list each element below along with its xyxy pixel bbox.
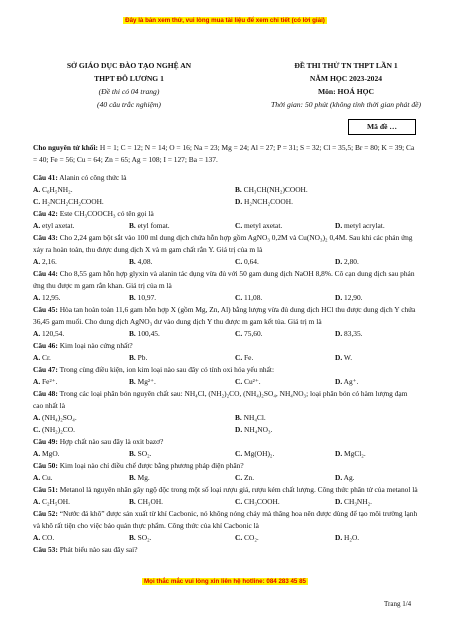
option-text: H₂NCH₂CH₂COOH. — [42, 197, 104, 206]
answer-option — [335, 496, 372, 508]
option-text: Cu. — [42, 473, 53, 482]
option-text: MgCl₂. — [344, 449, 366, 458]
option-letter: D. — [335, 473, 343, 482]
answer-option — [235, 412, 266, 424]
option-letter: D. — [335, 449, 343, 458]
option-letter: D. — [335, 353, 343, 362]
question — [33, 460, 418, 472]
answer-option — [33, 352, 51, 364]
option-text: CH₃COOH. — [244, 497, 280, 506]
option-text: W. — [343, 353, 353, 362]
contact-banner — [0, 578, 450, 585]
answer-options — [33, 184, 418, 196]
option-text: (NH₂)₂CO. — [42, 425, 75, 434]
answer-option — [33, 376, 57, 388]
answer-options — [33, 412, 418, 424]
option-letter: C. — [235, 257, 243, 266]
answer-option — [33, 184, 73, 196]
answer-options — [33, 220, 418, 232]
answer-option — [235, 184, 308, 196]
question-stem: Kim loại nào chỉ điều chế được bằng phương pháp điện phân? — [59, 461, 244, 470]
option-text: 120,54. — [42, 329, 65, 338]
question-stem: Alanin có công thức là — [59, 173, 127, 182]
answer-options — [33, 256, 418, 268]
option-letter: A. — [33, 221, 41, 230]
option-text: 100,45. — [137, 329, 160, 338]
page-number: Trang 1/4 — [384, 600, 412, 608]
exam-code-box: Mã đề … — [348, 119, 416, 135]
question-number: Câu 53: — [33, 545, 58, 554]
answer-option — [33, 448, 60, 460]
question-number: Câu 52: — [33, 509, 58, 518]
question-stem: Trong cùng điều kiện, ion kim loại nào sau đây có tính oxi hóa yếu nhất: — [59, 365, 274, 374]
option-letter: B. — [129, 329, 136, 338]
answer-option — [335, 376, 358, 388]
answer-option — [335, 532, 359, 544]
question-number: Câu 42: — [33, 209, 58, 218]
answer-option — [129, 256, 152, 268]
question-number: Câu 47: — [33, 365, 58, 374]
answer-option — [129, 220, 170, 232]
option-letter: D. — [235, 425, 243, 434]
option-letter: D. — [335, 533, 343, 542]
answer-options — [33, 448, 418, 460]
option-text: 75,60. — [244, 329, 263, 338]
option-text: 4,08. — [137, 257, 153, 266]
option-text: 2,80. — [344, 257, 359, 266]
answer-option — [33, 196, 104, 208]
option-text: CO. — [42, 533, 55, 542]
option-letter: B. — [129, 353, 136, 362]
option-letter: A. — [33, 449, 41, 458]
option-letter: C. — [33, 425, 41, 434]
option-text: Mg. — [137, 473, 150, 482]
answer-option — [335, 352, 352, 364]
answer-options — [33, 292, 418, 304]
answer-option — [33, 472, 53, 484]
answer-option — [335, 220, 385, 232]
question-number: Câu 48: — [33, 389, 58, 398]
question-number: Câu 46: — [33, 341, 58, 350]
question — [33, 364, 418, 376]
option-text: NH₄NO₃. — [244, 425, 273, 434]
exam-title: ĐỀ THI THỬ TN THPT LẦN 1 — [294, 61, 398, 70]
option-text: Pb. — [137, 353, 148, 362]
option-letter: C. — [33, 197, 41, 206]
option-letter: D. — [235, 197, 243, 206]
option-letter: D. — [335, 329, 343, 338]
option-text: etyl fomat. — [137, 221, 170, 230]
question-stem: Trong các loại phân bón nguyên chất sau: NH₄Cl, (NH₂)₂CO, (NH₄)₂SO₄, NH₄NO₃; loại phân bón có hàm lượng đạm cao nhất là — [33, 389, 408, 410]
option-letter: C. — [235, 449, 243, 458]
option-text: 11,08. — [244, 293, 263, 302]
option-text: 83,35. — [344, 329, 363, 338]
option-text: 0,64. — [244, 257, 259, 266]
option-letter: B. — [129, 497, 136, 506]
question-number: Câu 44: — [33, 269, 58, 278]
option-text: Fe²⁺. — [42, 377, 58, 386]
department-name: SỞ GIÁO DỤC ĐÀO TẠO NGHỆ AN — [66, 61, 192, 70]
answer-option — [33, 532, 54, 544]
atomic-masses-values: H = 1; C = 12; N = 14; O = 16; Na = 23; Mg = 24; Al = 27; P = 31; S = 32; Cl = 35,5; Br = 80; K = 39; Ca = 40; Fe = 56; Cu = 64; Zn = 65; Ag = 108; I = 127; Ba = 137. — [33, 143, 415, 164]
option-letter: A. — [33, 413, 41, 422]
question-stem: Cho 8,55 gam hỗn hợp glyxin và alanin tác dụng vừa đủ với 50 gam dung dịch NaOH 8,8%. Cô cạn dung dịch sau phản ứng thu được m gam rắn khan. Giá trị của m là — [33, 269, 415, 290]
option-letter: A. — [33, 293, 41, 302]
option-letter: C. — [235, 353, 243, 362]
option-text: Ag⁺. — [343, 377, 359, 386]
answer-option — [129, 448, 152, 460]
option-text: 12,90. — [344, 293, 363, 302]
atomic-masses — [33, 142, 418, 166]
option-letter: B. — [129, 449, 136, 458]
option-letter: C. — [235, 377, 243, 386]
option-text: metyl axetat. — [244, 221, 283, 230]
option-text: H₂O. — [344, 533, 360, 542]
question — [33, 208, 418, 220]
question-list — [33, 172, 418, 556]
answer-option — [129, 328, 160, 340]
question — [33, 544, 418, 556]
question-number: Câu 43: — [33, 233, 58, 242]
answer-option — [33, 328, 64, 340]
answer-option — [235, 196, 293, 208]
answer-options — [33, 472, 418, 484]
option-text: etyl axetat. — [42, 221, 75, 230]
question-stem: Hòa tan hoàn toàn 11,6 gam hỗn hợp X (gồm Mg, Zn, Al) bằng lượng vừa đủ dung dịch HCl thu được dung dịch Y chứa 36,45 gam muối. Cho dung dịch AgNO₃ dư vào dung dịch Y thu được m gam kết tủa. Giá trị m là — [33, 305, 416, 326]
option-text: MgO. — [42, 449, 60, 458]
answer-option — [129, 352, 147, 364]
answer-option — [235, 328, 263, 340]
answer-options — [33, 328, 418, 340]
question-stem: Cho 2,24 gam bột sắt vào 100 ml dung dịch chứa hỗn hợp gồm AgNO₃ 0,2M và Cu(NO₃)₂ 0,4M. Sau khi các phản ứng xảy ra hoàn toàn, thu được dung dịch X và m gam chất rắn Y. Giá trị của m là — [33, 233, 413, 254]
option-letter: A. — [33, 497, 41, 506]
option-letter: B. — [129, 473, 136, 482]
question — [33, 508, 418, 532]
answer-option — [335, 292, 363, 304]
option-letter: D. — [335, 377, 343, 386]
option-letter: A. — [33, 353, 41, 362]
option-text: SO₂. — [137, 533, 152, 542]
option-letter: C. — [235, 497, 243, 506]
option-letter: D. — [335, 257, 343, 266]
question — [33, 436, 418, 448]
question-number: Câu 41: — [33, 173, 58, 182]
answer-option — [235, 496, 280, 508]
exam-header — [34, 59, 430, 119]
option-text: NH₄Cl. — [243, 413, 266, 422]
answer-option — [335, 256, 359, 268]
question — [33, 304, 418, 328]
question-stem: “Nước đá khô” được sản xuất từ khí Cacbonic, nó không nóng chảy mà thăng hoa nên được dùng để tạo môi trường lạnh và khô rất tiện cho việc bảo quản thực phẩm. Công thức của khí Cacbonic là — [33, 509, 418, 530]
option-letter: C. — [235, 221, 243, 230]
answer-option — [33, 256, 57, 268]
option-letter: D. — [335, 221, 343, 230]
answer-option — [235, 424, 272, 436]
question — [33, 232, 418, 256]
option-text: metyl acrylat. — [344, 221, 385, 230]
time-limit: Thời gian: 50 phút (không tính thời gian phát đề) — [270, 100, 422, 109]
option-text: CH₃OH. — [137, 497, 164, 506]
option-text: CH₃CH(NH₂)COOH. — [243, 185, 308, 194]
option-letter: B. — [129, 293, 136, 302]
option-text: C₆H₅NH₂. — [42, 185, 73, 194]
answer-option — [33, 220, 74, 232]
question — [33, 484, 418, 496]
question-count-note: (40 câu trắc nghiệm) — [97, 100, 161, 109]
option-letter: D. — [335, 293, 343, 302]
option-text: Mg²⁺. — [137, 377, 156, 386]
page-count-note: (Đề thi có 04 trang) — [98, 87, 160, 96]
option-text: 10,97. — [137, 293, 157, 302]
question-stem: Metanol là nguyên nhân gây ngộ độc trong một số loại rượu giả, rượu kém chất lượng. Công thức phân tử của metanol là — [59, 485, 418, 494]
option-text: Cr. — [42, 353, 51, 362]
preview-banner — [0, 17, 450, 24]
answer-options — [33, 424, 418, 436]
option-text: (NH₄)₂SO₄. — [42, 413, 77, 422]
question-stem: Este CH₃COOCH₃ có tên gọi là — [59, 209, 154, 218]
answer-option — [335, 448, 366, 460]
answer-options — [33, 532, 418, 544]
option-letter: C. — [235, 473, 243, 482]
answer-option — [129, 532, 152, 544]
question-number: Câu 51: — [33, 485, 58, 494]
question-stem: Hợp chất nào sau đây là oxit bazơ? — [59, 437, 164, 446]
answer-option — [33, 496, 70, 508]
question-stem: Kim loại nào cứng nhất? — [59, 341, 133, 350]
question — [33, 172, 418, 184]
question — [33, 340, 418, 352]
option-letter: B. — [129, 257, 136, 266]
option-letter: A. — [33, 329, 41, 338]
option-text: Ag. — [343, 473, 355, 482]
option-text: Fe. — [244, 353, 254, 362]
option-text: CH₃NH₂. — [344, 497, 372, 506]
question-number: Câu 45: — [33, 305, 58, 314]
question — [33, 268, 418, 292]
school-name: THPT ĐÔ LƯƠNG 1 — [94, 74, 164, 83]
option-letter: A. — [33, 377, 41, 386]
answer-option — [235, 448, 274, 460]
answer-option — [235, 376, 261, 388]
answer-option — [129, 292, 156, 304]
question-stem: Phát biểu nào sau đây sai? — [59, 545, 138, 554]
answer-option — [235, 292, 262, 304]
answer-option — [129, 472, 150, 484]
option-letter: B. — [235, 413, 242, 422]
option-letter: B. — [129, 533, 136, 542]
option-text: H₂NCH₂COOH. — [244, 197, 293, 206]
option-letter: A. — [33, 533, 41, 542]
option-letter: C. — [235, 293, 243, 302]
subject: Môn: HOÁ HỌC — [317, 87, 375, 96]
option-letter: B. — [235, 185, 242, 194]
option-text: 2,16. — [42, 257, 57, 266]
option-text: 12,95. — [42, 293, 61, 302]
question — [33, 388, 418, 412]
answer-option — [129, 376, 156, 388]
answer-options — [33, 196, 418, 208]
option-letter: C. — [235, 329, 243, 338]
option-letter: A. — [33, 473, 41, 482]
option-text: Zn. — [244, 473, 255, 482]
atomic-masses-label: Cho nguyên tử khối: — [33, 143, 99, 152]
option-text: Mg(OH)₂. — [244, 449, 275, 458]
answer-option — [235, 256, 259, 268]
answer-option — [235, 220, 282, 232]
answer-options — [33, 352, 418, 364]
school-year: NĂM HỌC 2023-2024 — [309, 74, 383, 83]
contact-banner-text: Mọi thắc mắc vui lòng xin liên hệ hotline: 084 283 45 85 — [144, 578, 306, 585]
answer-option — [33, 412, 77, 424]
answer-options — [33, 496, 418, 508]
question-number: Câu 49: — [33, 437, 58, 446]
option-text: Cu²⁺. — [244, 377, 261, 386]
option-letter: C. — [235, 533, 243, 542]
option-letter: B. — [129, 221, 136, 230]
header-right — [248, 59, 444, 111]
option-letter: A. — [33, 185, 41, 194]
answer-options — [33, 376, 418, 388]
option-text: C₂H₅OH. — [42, 497, 70, 506]
answer-option — [235, 472, 254, 484]
answer-option — [335, 328, 363, 340]
answer-option — [235, 532, 259, 544]
answer-option — [33, 292, 61, 304]
option-text: CO₂. — [244, 533, 259, 542]
option-text: SO₂. — [137, 449, 152, 458]
option-letter: D. — [335, 497, 343, 506]
exam-content — [33, 142, 418, 556]
preview-banner-text: Đây là bản xem thử, vui lòng mua tài liệu để xem chi tiết (có lời giải) — [125, 17, 325, 24]
answer-option — [335, 472, 355, 484]
answer-option — [33, 424, 75, 436]
answer-option — [235, 352, 253, 364]
option-letter: A. — [33, 257, 41, 266]
question-number: Câu 50: — [33, 461, 58, 470]
header-left — [34, 59, 224, 111]
option-letter: B. — [129, 377, 136, 386]
answer-option — [129, 496, 163, 508]
